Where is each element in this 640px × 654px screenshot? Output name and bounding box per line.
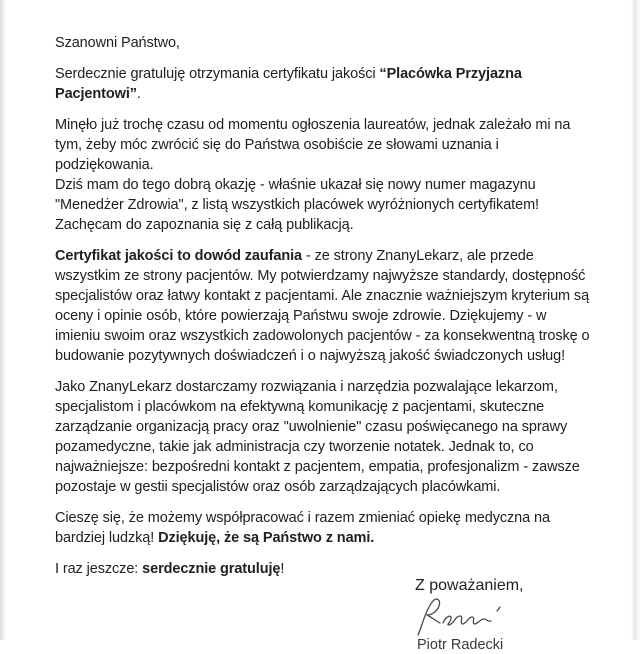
paragraph xyxy=(55,64,592,104)
text-line xyxy=(55,115,592,175)
text-line xyxy=(55,215,592,235)
text-line xyxy=(55,175,592,215)
bold-text-run: Dziękuję, że są Państwo z nami. xyxy=(158,530,375,546)
text-line xyxy=(55,246,592,366)
signatory-name-cutoff xyxy=(417,637,612,653)
letter-body xyxy=(55,64,592,579)
bold-text-run: serdecznie gratuluję xyxy=(142,561,281,577)
closing-phrase: Z poważaniem, xyxy=(415,577,524,594)
text-line xyxy=(55,508,592,548)
text-run: ! xyxy=(280,561,285,577)
paragraph xyxy=(55,559,592,579)
signatory-name-text: Piotr Radecki xyxy=(417,637,504,653)
text-line xyxy=(55,559,592,579)
text-run: Cieszę się, że możemy współpracować i razem zmieniać opiekę medyczna na bardziej ludzką! xyxy=(55,510,550,546)
paragraph xyxy=(55,115,592,235)
paragraph xyxy=(55,508,592,548)
text-run: Minęło już trochę czasu od momentu ogłoszenia laureatów, jednak zależało mi na tym, żeby móc zwrócić się do Państwa osobiście ze słowami uznania i podziękowania. xyxy=(55,117,571,173)
salutation: Szanowni Państwo, xyxy=(55,35,180,51)
paragraph xyxy=(55,246,592,366)
handwritten-signature xyxy=(412,597,512,637)
text-line xyxy=(55,377,592,497)
text-run: Jako ZnanyLekarz dostarczamy rozwiązania i narzędzia pozwalające lekarzom, specjalistom i placówkom na efektywną komunikację z pacjentami, skuteczne zarządzanie organizacją pracy oraz "uwolnienie" czasu poświęcanego na sprawy pozamedyczne, takie jak administracja czy tworzenie notatek. Jednak to, co najważniejsze: bezpośredni kontakt z pacjentem, empatia, profesjonalizm - zawsze pozostaje w gestii specjalistów oraz osób zarządzających placówkami. xyxy=(55,379,580,495)
closing-block xyxy=(412,577,612,653)
text-run: Zachęcam do zapoznania się z całą publikacją. xyxy=(55,217,354,233)
bold-text-run: Certyfikat jakości to dowód zaufania xyxy=(55,248,302,264)
text-line xyxy=(55,64,592,104)
text-run: - ze strony ZnanyLekarz, ale przede wszystkim ze strony pacjentów. My potwierdzamy najwyższe standardy, dostępność specjalistów oraz łatwy kontakt z pacjentami. Ale znacznie ważniejszym kryterium są oceny i opinie osób, które powierzają Państwu swoje zdrowie. Dziękujemy - w imieniu swoim oraz wszystkich zadowolonych pacjentów - za konsekwentną troskę o budowanie pozytywnych doświadczeń i o najwyższą jakość świadczonych usług! xyxy=(55,248,590,364)
text-run: Dziś mam do tego dobrą okazję - właśnie ukazał się nowy numer magazynu "Menedżer Zdrowia", z listą wszystkich placówek wyróżnionych certyfikatem! xyxy=(55,177,539,213)
text-run: . xyxy=(136,86,141,102)
bold-text-run: “Placówka Przyjazna Pacjentowi” xyxy=(55,66,522,102)
paragraph xyxy=(55,377,592,497)
text-run: Serdecznie gratuluję otrzymania certyfikatu jakości xyxy=(55,66,380,82)
text-run: I raz jeszcze: xyxy=(55,561,143,577)
